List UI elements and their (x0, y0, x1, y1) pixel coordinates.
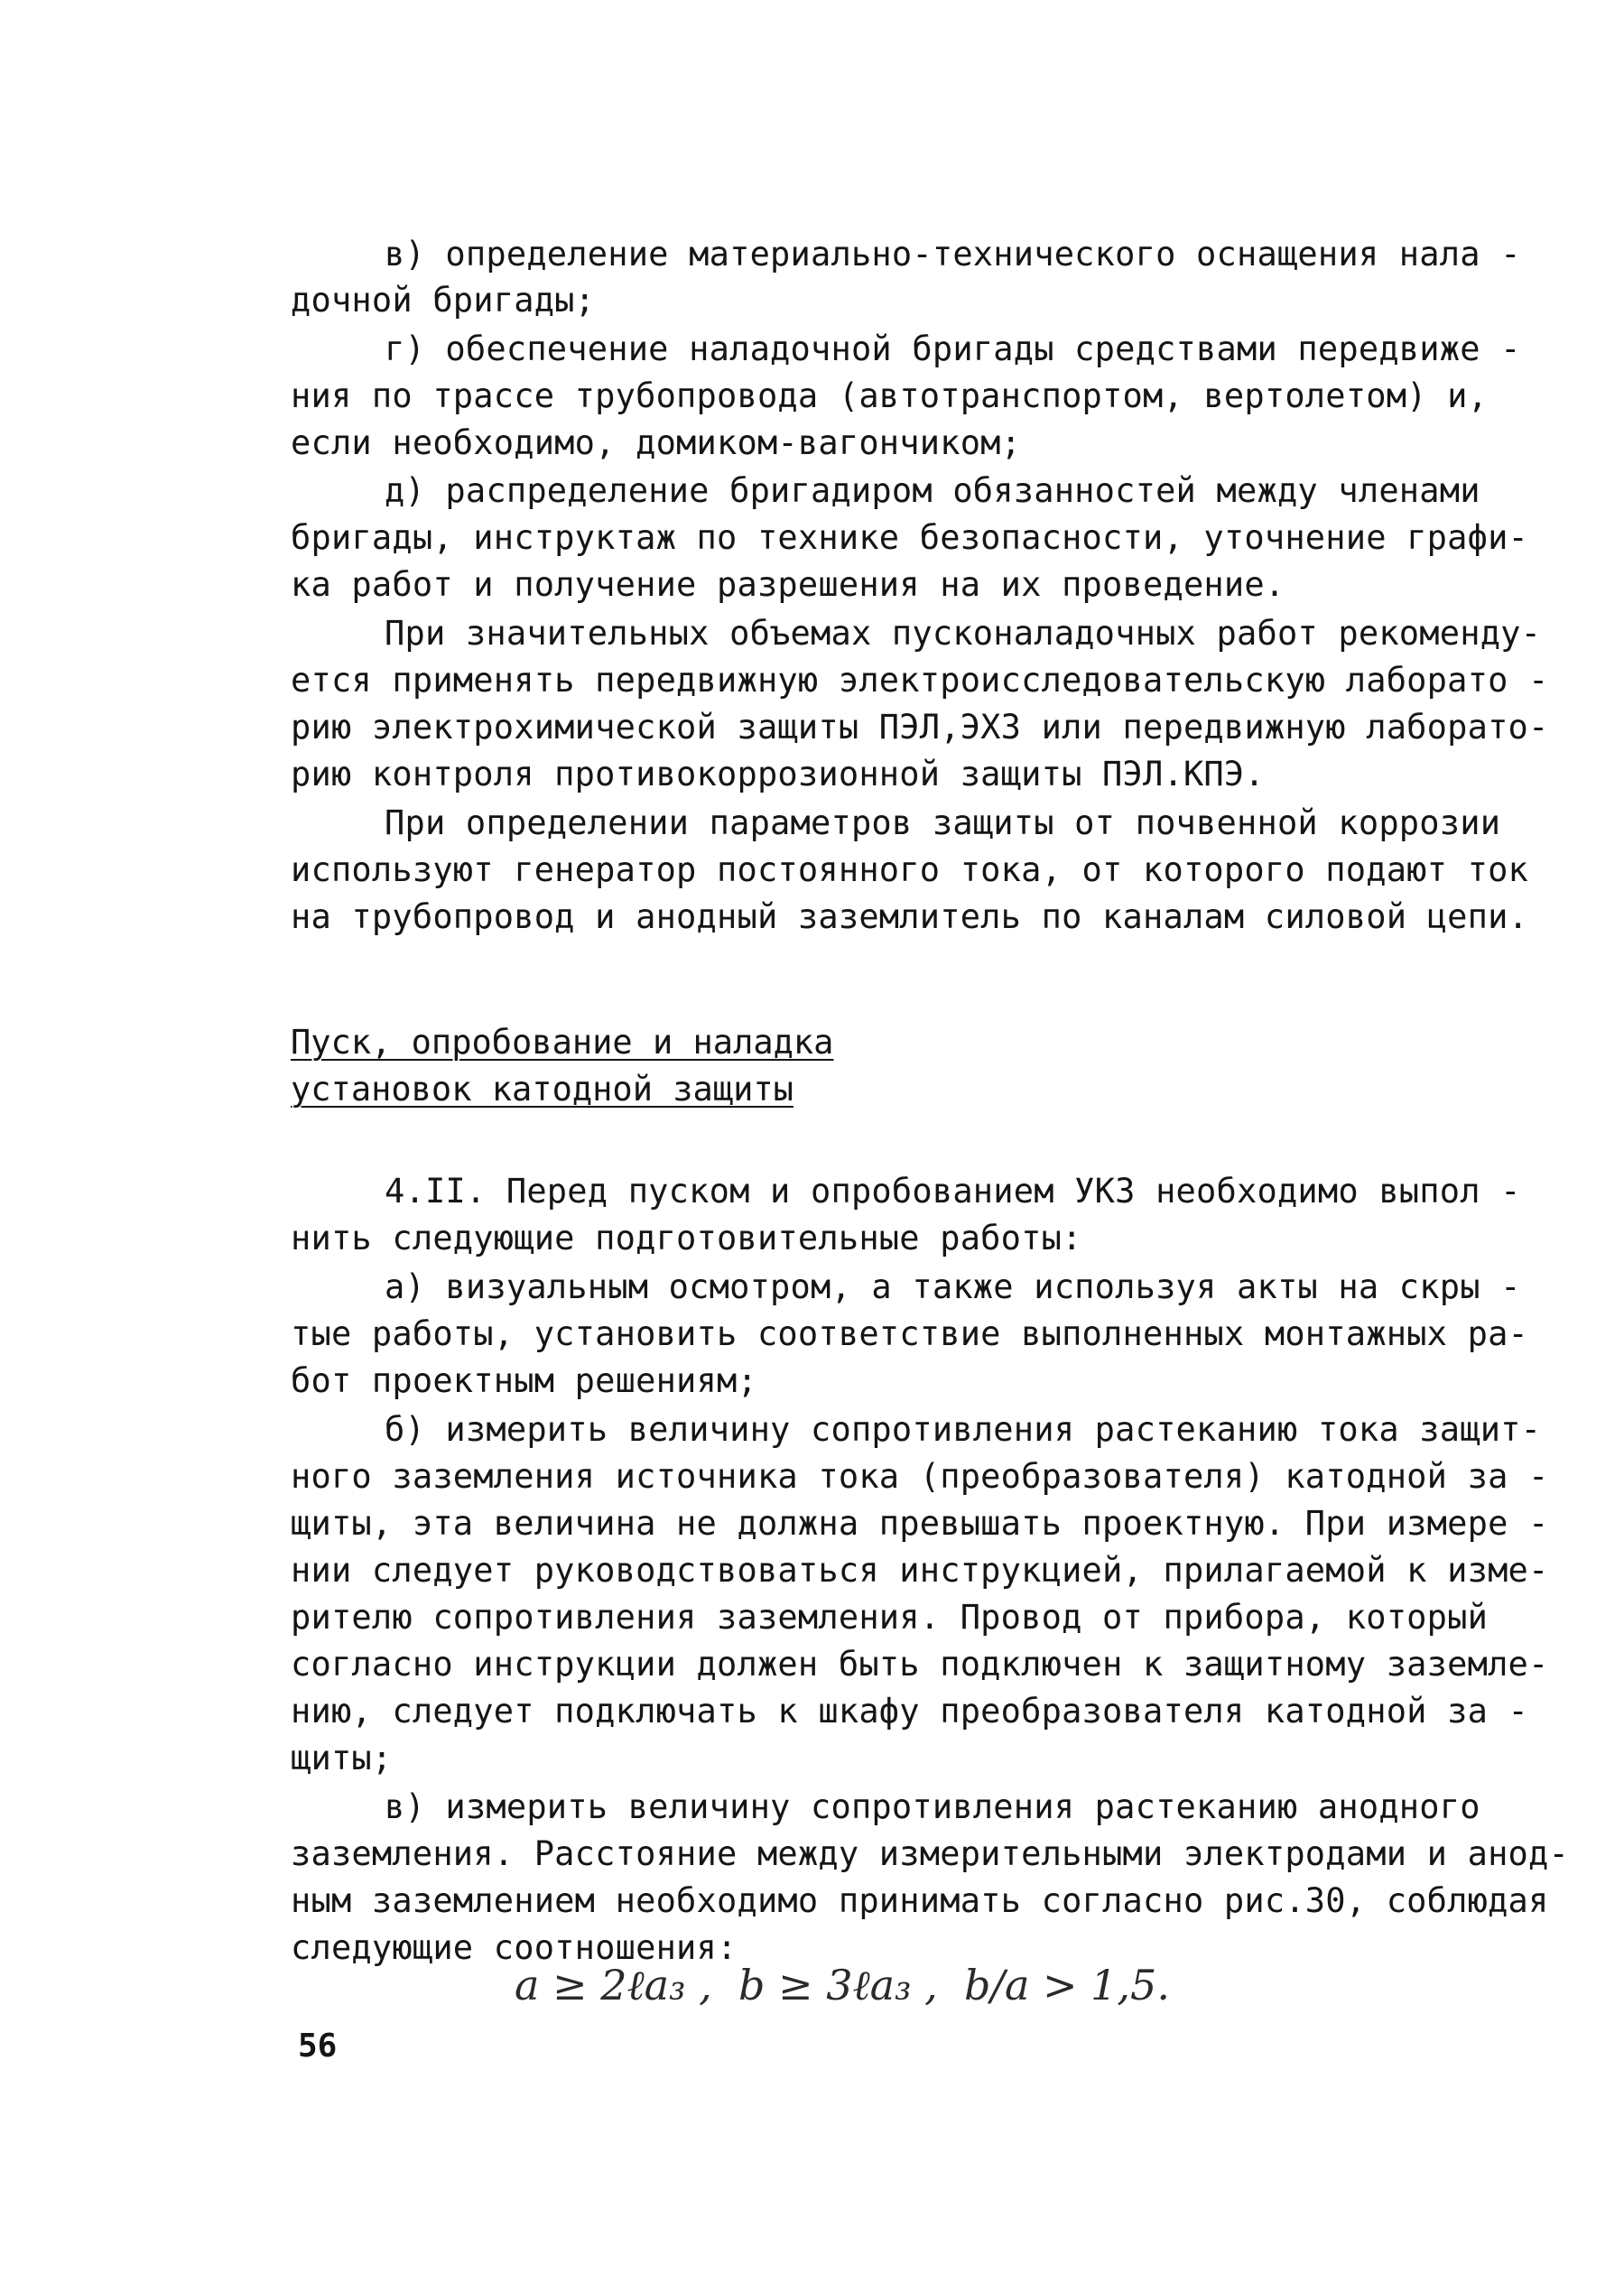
section-heading (291, 1067, 793, 1112)
text-line: нить следующие подготовительные работы: (291, 1219, 1082, 1258)
text-line: в) измерить величину сопротивления растеканию анодного (385, 1787, 1480, 1826)
section-heading-line: Пуск, опробование и наладка (291, 1023, 834, 1062)
text-line: При определении параметров защиты от почвенной коррозии (385, 803, 1501, 842)
text-line: рию контроля противокоррозионной защиты ПЭЛ.КПЭ. (291, 755, 1265, 793)
text-line: согласно инструкции должен быть подключен к защитному заземле- (291, 1645, 1549, 1684)
text-line: ется применять передвижную электроисследовательскую лаборато - (291, 661, 1549, 700)
text-line: нию, следует подключать к шкафу преобразователя катодной за - (291, 1692, 1529, 1731)
text-line: на трубопровод и анодный заземлитель по каналам силовой цепи. (291, 897, 1529, 936)
text-line: а) визуальным осмотром, а также используя акты на скры - (385, 1267, 1521, 1306)
text-line: ным заземлением необходимо принимать согласно рис.30, соблюдая (291, 1881, 1549, 1920)
text-line: бот проектным решениям; (291, 1361, 757, 1400)
text-line: г) обеспечение наладочной бригады средствами передвиже - (385, 329, 1521, 368)
text-line: ния по трассе трубопровода (автотранспортом, вертолетом) и, (291, 376, 1489, 415)
text-line: тые работы, установить соответствие выполненных монтажных ра- (291, 1314, 1529, 1353)
text-line: рителю сопротивления заземления. Провод от прибора, который (291, 1598, 1489, 1637)
section-heading-line: установок катодной защиты (291, 1070, 793, 1109)
page-number: 56 (298, 2028, 338, 2065)
text-line: бригады, инструктаж по технике безопасности, уточнение графи- (291, 518, 1529, 557)
text-line: д) распределение бригадиром обязанностей между членами (385, 471, 1480, 510)
text-line: используют генератор постоянного тока, от которого подают ток (291, 850, 1529, 889)
text-line: 4.II. Перед пуском и опробованием УКЗ необходимо выпол - (385, 1172, 1521, 1211)
text-line: рию электрохимической защиты ПЭЛ,ЭХЗ или передвижную лаборато- (291, 708, 1549, 747)
text-line: ного заземления источника тока (преобразователя) катодной за - (291, 1457, 1549, 1496)
section-heading (291, 1020, 833, 1065)
text-line: дочной бригады; (291, 281, 596, 320)
text-line: щиты; (291, 1739, 393, 1777)
text-line: нии следует руководствоваться инструкцией, прилагаемой к изме- (291, 1551, 1549, 1590)
text-line: б) измерить величину сопротивления растеканию тока защит- (385, 1410, 1542, 1449)
text-line: ка работ и получение разрешения на их проведение. (291, 565, 1285, 604)
text-line: в) определение материально-технического оснащения нала - (385, 235, 1521, 274)
text-line: При значительных объемах пусконаладочных работ рекоменду- (385, 614, 1542, 653)
text-line: следующие соотношения: (291, 1928, 738, 1967)
handwritten-formula: a ≥ 2ℓa₃ , b ≥ 3ℓa₃ , b/a > 1,5. (515, 1961, 1170, 2009)
text-line: заземления. Расстояние между измерительными электродами и анод- (291, 1834, 1569, 1873)
text-line: щиты, эта величина не должна превышать проектную. При измере - (291, 1504, 1549, 1543)
text-line: если необходимо, домиком-вагончиком; (291, 423, 1022, 462)
